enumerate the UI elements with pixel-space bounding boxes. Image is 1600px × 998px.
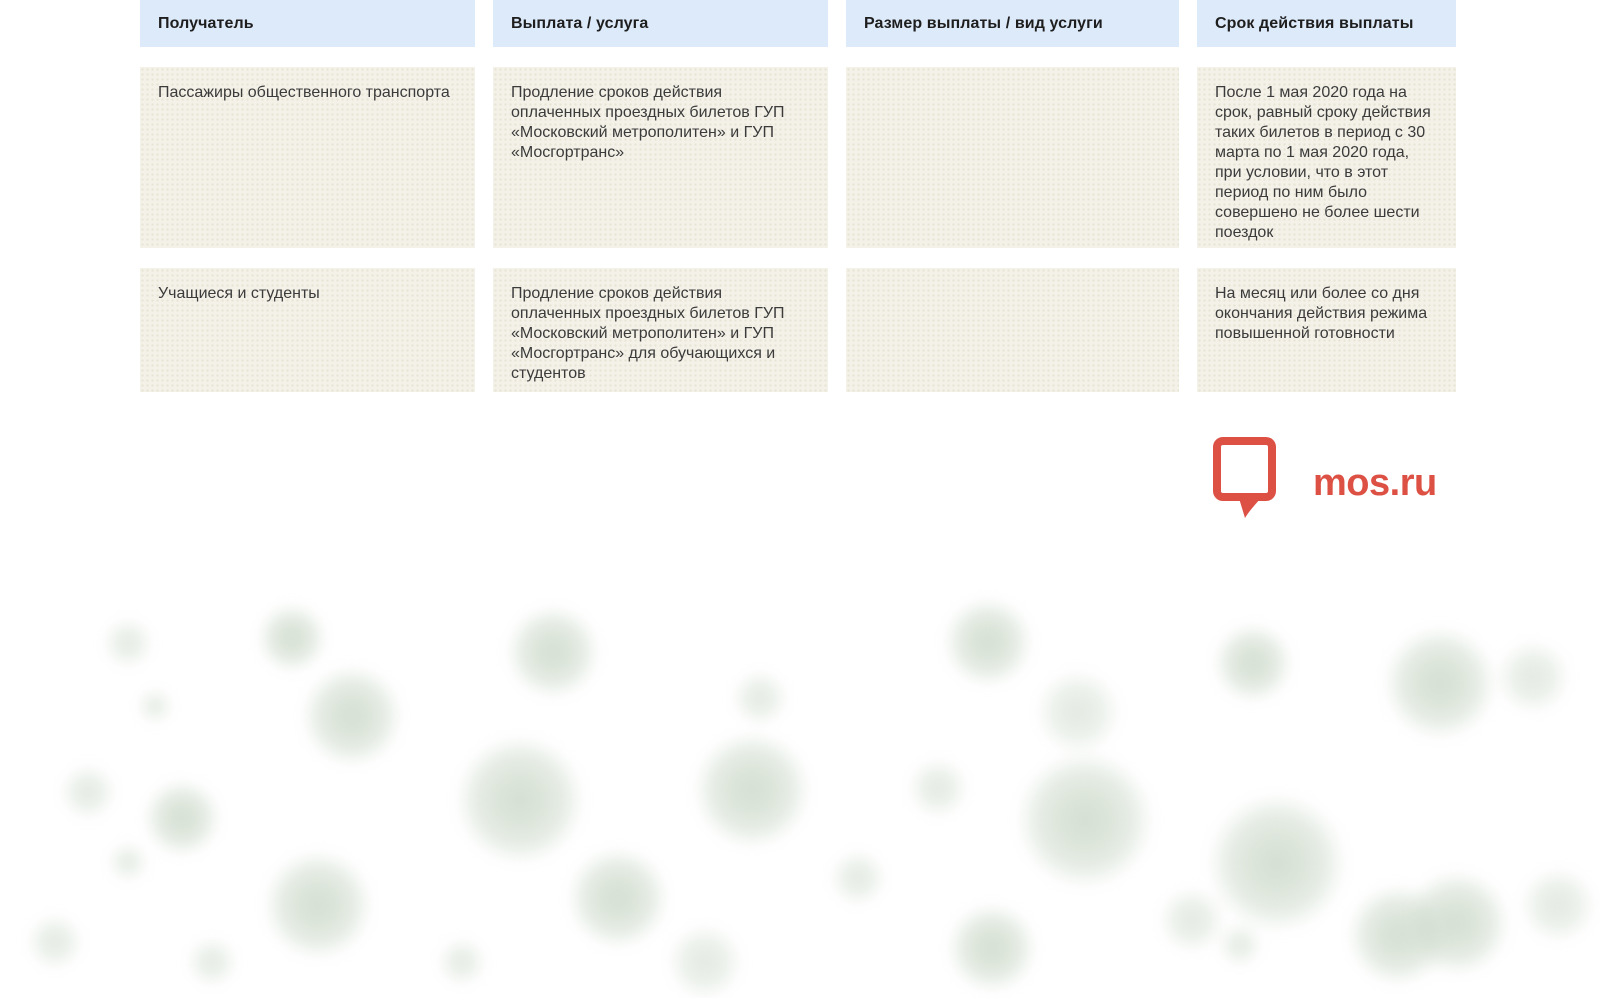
cell-validity: После 1 мая 2020 года на срок, равный сроку действия таких билетов в период с 30 марта по 1 мая 2020 года, при условии, что в этот период по ним было совершено не более шести поездок (1197, 67, 1456, 248)
mos-ru-logo[interactable] (1213, 437, 1437, 520)
virus-blob (1350, 887, 1446, 983)
virus-blob (1019, 754, 1151, 886)
virus-blob (139, 690, 171, 722)
virus-blob (1216, 626, 1290, 700)
virus-blob (950, 906, 1034, 990)
speech-bubble-icon (1213, 437, 1276, 520)
virus-blob (1220, 925, 1260, 965)
cell-service: Продление сроков действия оплаченных проездных билетов ГУП «Московский метрополитен» и ГУП «Мосгортранс» для обучающихся и студентов (493, 268, 828, 392)
virus-blob (266, 853, 370, 957)
cell-recipient: Пассажиры общественного транспорта (140, 67, 475, 248)
column-header-service: Выплата / услуга (493, 0, 828, 47)
virus-blob (669, 926, 741, 998)
virus-blob (1386, 629, 1494, 737)
virus-blob (458, 738, 582, 862)
virus-blob (29, 916, 81, 968)
virus-blob (696, 734, 808, 846)
virus-blob (260, 606, 324, 670)
virus-blob (62, 766, 114, 818)
cell-service: Продление сроков действия оплаченных проездных билетов ГУП «Московский метрополитен» и ГУП «Мосгортранс» (493, 67, 828, 248)
cell-amount (846, 268, 1179, 392)
cell-amount (846, 67, 1179, 248)
benefits-table (140, 0, 1456, 392)
cell-validity: На месяц или более со дня окончания действия режима повышенной готовности (1197, 268, 1456, 392)
virus-blob (570, 850, 666, 946)
virus-blob (910, 760, 966, 816)
virus-blob (1037, 671, 1119, 753)
virus-blob (110, 844, 146, 880)
virus-blob (189, 939, 235, 985)
column-header-validity: Срок действия выплаты (1197, 0, 1456, 47)
virus-blob (1161, 889, 1223, 951)
column-header-recipient: Получатель (140, 0, 475, 47)
virus-blob (440, 940, 484, 984)
virus-blob (1210, 796, 1344, 930)
virus-blob (946, 600, 1030, 684)
virus-blob (509, 608, 597, 696)
virus-blob (1498, 642, 1568, 712)
virus-blob (734, 672, 786, 724)
virus-blob (304, 668, 400, 764)
virus-blob (146, 782, 218, 854)
logo-text: mos.ru (1313, 462, 1437, 504)
cell-recipient: Учащиеся и студенты (140, 268, 475, 392)
virus-blob (105, 620, 151, 666)
virus-blob (1522, 869, 1594, 941)
column-header-amount: Размер выплаты / вид услуги (846, 0, 1179, 47)
virus-blob (832, 852, 884, 904)
